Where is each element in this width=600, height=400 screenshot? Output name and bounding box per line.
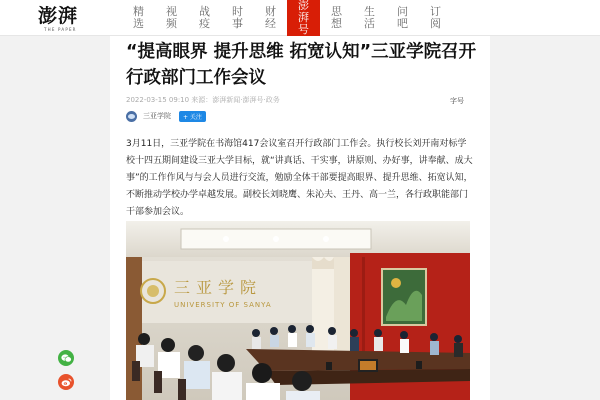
share-weibo-button[interactable]	[58, 374, 74, 390]
author-row	[126, 109, 206, 123]
site-logo[interactable]	[38, 5, 94, 33]
font-size-button[interactable]: 字号	[450, 97, 464, 105]
nav-item-dingyue[interactable]	[419, 0, 452, 36]
nav-item-label: 视频	[166, 5, 177, 30]
follow-button[interactable]: + 关注	[179, 111, 206, 122]
nav-item-pengpaihao[interactable]	[287, 0, 320, 36]
logo-text: 澎湃	[38, 5, 79, 27]
nav-item-sixiang[interactable]	[320, 0, 353, 36]
wechat-icon	[61, 354, 72, 363]
nav-item-label: 财经	[265, 5, 276, 30]
nav-item-label: 澎湃号	[298, 0, 309, 36]
nav-item-caijing[interactable]	[254, 0, 287, 36]
nav-item-jingxuan[interactable]	[122, 0, 155, 36]
article-photo	[126, 221, 470, 400]
logo-subtext: THE PAPER	[44, 27, 77, 32]
nav-item-label: 精选	[133, 5, 144, 30]
top-navigation	[0, 0, 600, 36]
nav-item-label: 思想	[331, 5, 342, 30]
nav-item-shipin[interactable]	[155, 0, 188, 36]
nav-item-label: 订阅	[430, 5, 441, 30]
wall-sign-text: 三亚学院	[174, 278, 263, 297]
article-body: 3月11日，三亚学院在书海馆417会议室召开行政部门工作会。执行校长刘开南对标学校十四五期间建设三亚大学目标，就“讲真话、干实事，讲原则、办好事，讲奉献、成大事”的工作作风与与会人员进行交流，勉励全体干部要提高眼界、提升思维、拓宽认知，不断推动学校办学卓越发展。副校长刘晓鹰、朱沁夫、王丹、高一兰，各行政职能部门干部参加会议。	[126, 139, 473, 217]
nav-item-label: 问吧	[397, 5, 408, 30]
author-name[interactable]: 三亚学院	[143, 112, 171, 120]
article-title: “提高眼界 提升思维 拓宽认知”三亚学院召开行政部门工作会议	[126, 42, 477, 88]
nav-item-label: 战疫	[199, 5, 210, 30]
article-card	[110, 36, 490, 400]
nav-item-label: 生活	[364, 5, 375, 30]
nav-menu	[122, 0, 452, 36]
weibo-icon	[61, 378, 72, 387]
article-meta: 2022-03-15 09:10 来源：澎湃新闻·澎湃号·政务	[126, 96, 280, 104]
wall-sign-text-en: UNIVERSITY OF SANYA	[174, 301, 272, 309]
avatar[interactable]	[126, 111, 137, 122]
share-wechat-button[interactable]	[58, 350, 74, 366]
nav-item-shishi[interactable]	[221, 0, 254, 36]
nav-item-wenba[interactable]	[386, 0, 419, 36]
nav-item-zhanyi[interactable]	[188, 0, 221, 36]
nav-item-shenghuo[interactable]	[353, 0, 386, 36]
nav-item-label: 时事	[232, 5, 243, 30]
